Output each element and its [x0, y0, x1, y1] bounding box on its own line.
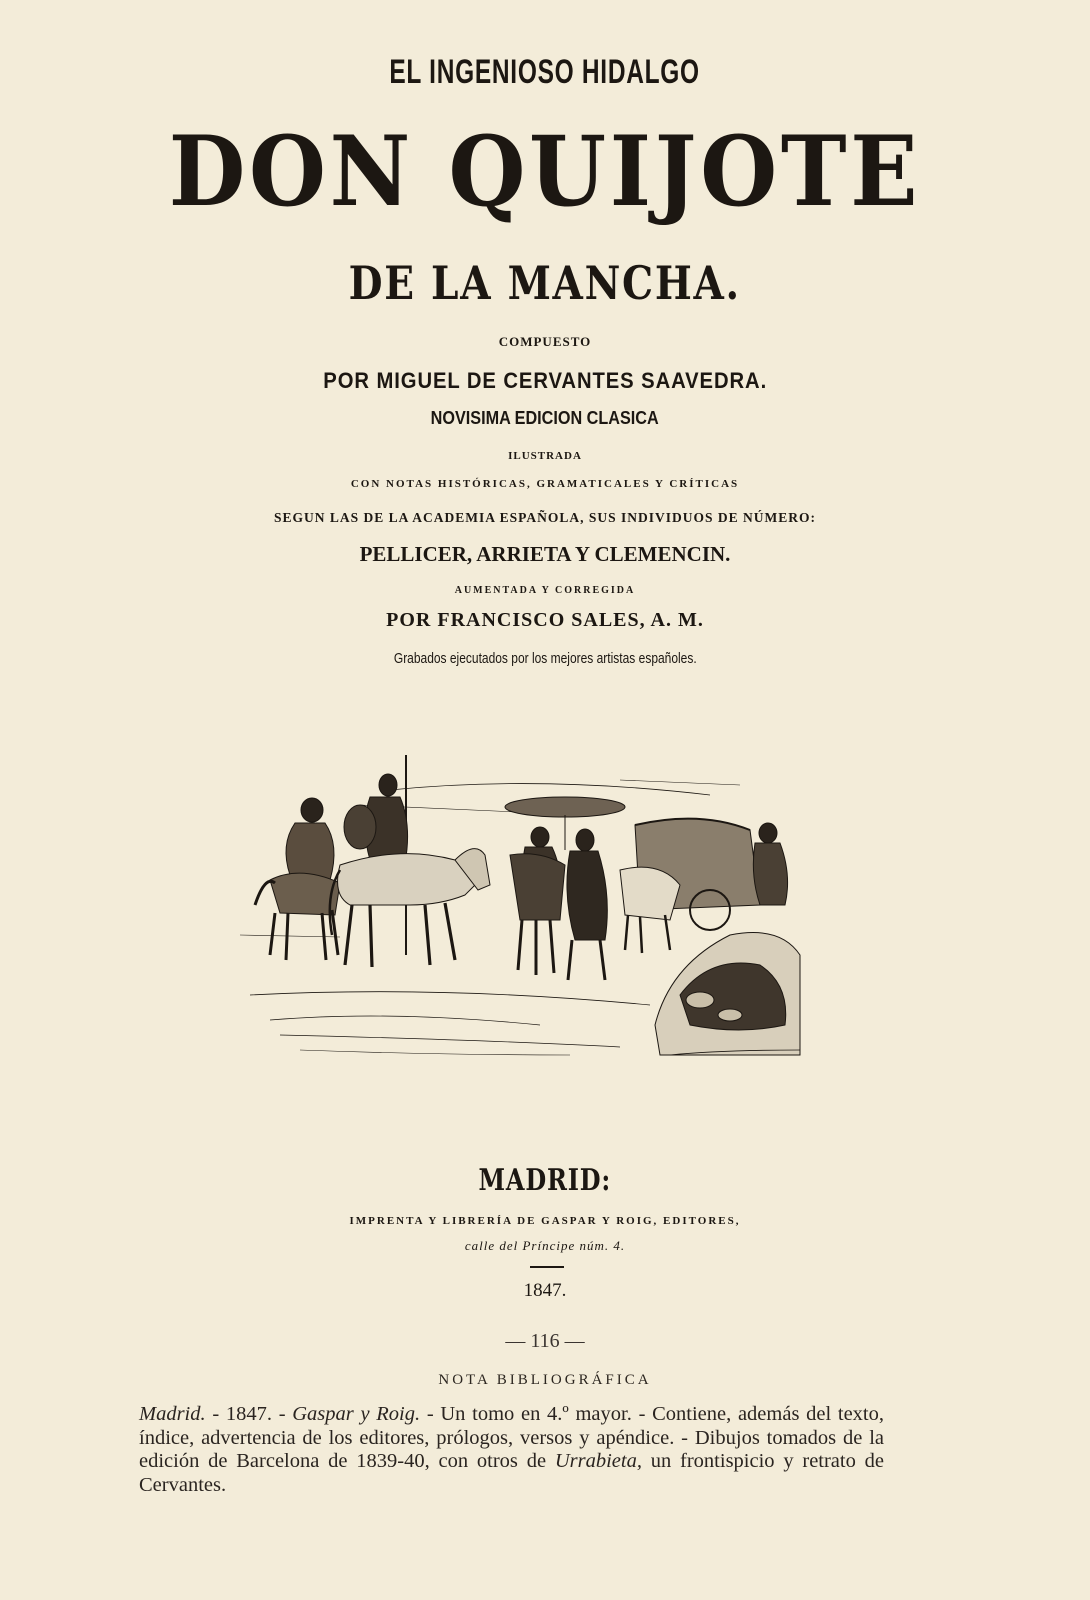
author-line: POR MIGUEL DE CERVANTES SAAVEDRA. — [323, 368, 767, 393]
grabados-line: Grabados ejecutados por los mejores artistas españoles. — [393, 650, 697, 667]
title-line-1: EL INGENIOSO HIDALGO — [389, 53, 701, 91]
note-publisher: Gaspar y Roig. — [292, 1403, 421, 1425]
note-illustrator: Urrabieta, — [554, 1450, 642, 1472]
compuesto-label: COMPUESTO — [498, 334, 592, 349]
note-text-1: - Un tomo en 4.º mayor. - Contiene, además del texto, índice, advertencia de los editores, prólogos, versos y apéndice. - Dibujos tomados de la edición de Barcelona de 1839-40, con otros de — [139, 1403, 885, 1472]
note-sep: - 1847. - — [205, 1403, 293, 1425]
divider-rule — [530, 1266, 564, 1268]
engraving-illustration — [240, 755, 840, 1085]
annotators-line: PELLICER, ARRIETA Y CLEMENCIN. — [359, 542, 731, 566]
aumentada-label: AUMENTADA Y CORREGIDA — [454, 585, 636, 596]
year-line: 1847. — [523, 1280, 567, 1301]
printer-line: IMPRENTA Y LIBRERÍA DE GASPAR Y ROIG, EDITORES, — [349, 1215, 741, 1227]
page-number: — 116 — — [505, 1330, 585, 1352]
notas-line: CON NOTAS HISTÓRICAS, GRAMATICALES Y CRÍTICAS — [350, 478, 740, 490]
note-heading: NOTA BIBLIOGRÁFICA — [438, 1372, 652, 1388]
title-line-3: DE LA MANCHA. — [348, 256, 742, 310]
city-line: MADRID: — [478, 1163, 612, 1198]
bibliographic-note — [139, 1403, 884, 1497]
note-text-2: un frontispicio y retrato de Cervantes. — [139, 1450, 884, 1496]
ilustrada-label: ILUSTRADA — [508, 450, 582, 462]
address-line: calle del Príncipe núm. 4. — [464, 1238, 626, 1253]
editor-line: POR FRANCISCO SALES, A. M. — [386, 609, 704, 631]
main-title: DON QUIJOTE — [168, 115, 922, 228]
segun-line: SEGUN LAS DE LA ACADEMIA ESPAÑOLA, SUS INDIVIDUOS DE NÚMERO: — [273, 510, 817, 525]
edition-line: NOVISIMA EDICION CLASICA — [430, 408, 660, 428]
note-city: Madrid. — [139, 1403, 206, 1425]
